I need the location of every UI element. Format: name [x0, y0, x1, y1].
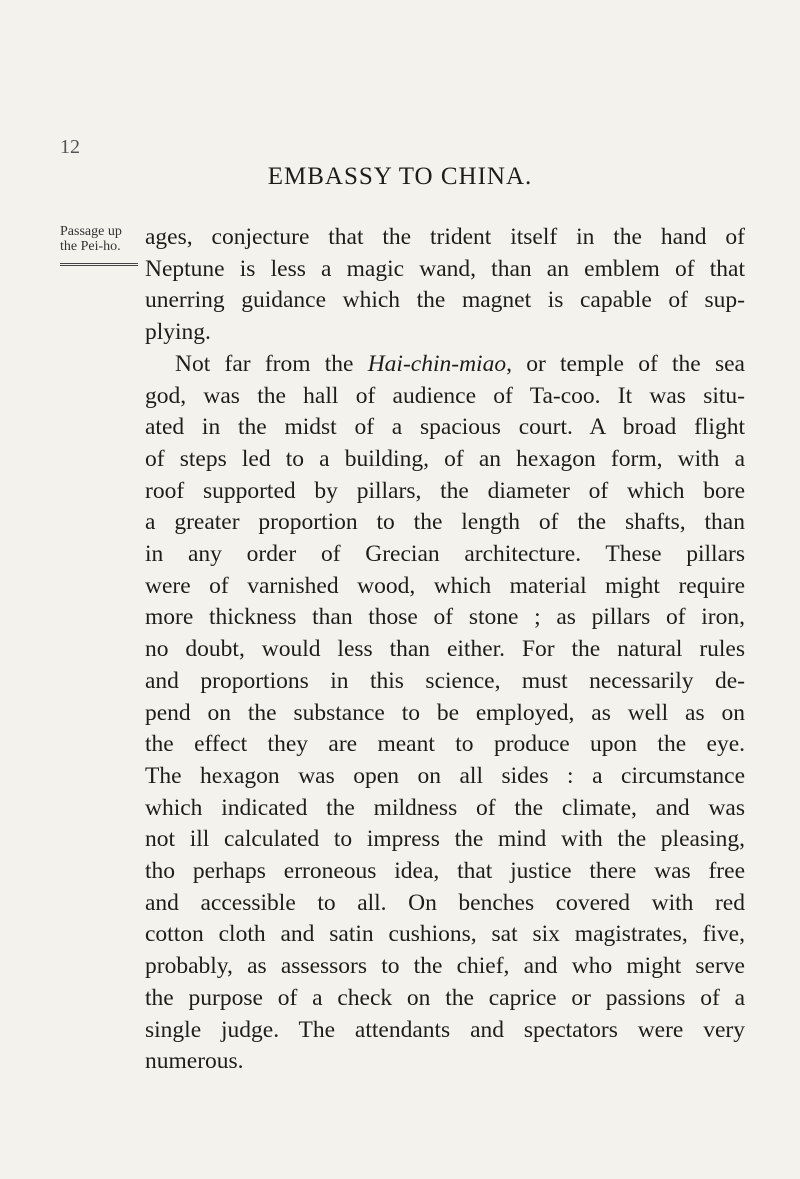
- text-line: in any order of Grecian architecture. These pillars: [145, 541, 745, 568]
- text-line: single judge. The attendants and spectators were very: [145, 1016, 745, 1043]
- margin-note-line: Passage up: [60, 224, 122, 239]
- text-line: more thickness than those of stone ; as pillars of iron,: [145, 604, 745, 631]
- text-line: The hexagon was open on all sides : a circumstance: [145, 762, 745, 789]
- text-line: a greater proportion to the length of the shafts, than: [145, 509, 745, 536]
- text-line: were of varnished wood, which material might require: [145, 572, 745, 599]
- page-number: 12: [60, 136, 80, 158]
- margin-rule: [60, 263, 138, 266]
- text-segment: Not far from the: [175, 350, 368, 377]
- text-line: roof supported by pillars, the diameter of which bore: [145, 477, 745, 504]
- text-line: god, was the hall of audience of Ta-coo. It was situ-: [145, 382, 745, 409]
- text-line: and accessible to all. On benches covered with red: [145, 889, 745, 916]
- text-line: not ill calculated to impress the mind with the pleasing,: [145, 826, 745, 853]
- text-line: Neptune is less a magic wand, than an emblem of that: [145, 255, 745, 282]
- text-line: tho perhaps erroneous idea, that justice there was free: [145, 858, 745, 885]
- text-segment: , or temple of the sea: [506, 350, 745, 377]
- text-line: of steps led to a building, of an hexagon form, with a: [145, 445, 745, 472]
- text-line: no doubt, would less than either. For the natural rules: [145, 636, 745, 663]
- text-line: probably, as assessors to the chief, and who might serve: [145, 953, 745, 980]
- margin-note-line: the Pei-ho.: [60, 239, 121, 254]
- margin-note: [60, 224, 136, 254]
- text-line: ages, conjecture that the trident itself in the hand of: [145, 224, 745, 250]
- text-line: plying.: [145, 319, 211, 346]
- text-line: pend on the substance to be employed, as well as on: [145, 699, 745, 726]
- text-line-with-italic: [145, 349, 745, 381]
- text-line: which indicated the mildness of the climate, and was: [145, 794, 745, 821]
- italic-temple-name: Hai-chin-miao: [367, 350, 507, 377]
- body-text: [145, 222, 745, 1078]
- text-line: the purpose of a check on the caprice or passions of a: [145, 984, 745, 1011]
- text-line: cotton cloth and satin cushions, sat six magistrates, five,: [145, 921, 745, 948]
- text-line: the effect they are meant to produce upon the eye.: [145, 731, 745, 758]
- text-line: numerous.: [145, 1048, 244, 1075]
- text-line: ated in the midst of a spacious court. A broad flight: [145, 414, 745, 441]
- running-head: EMBASSY TO CHINA.: [267, 163, 533, 190]
- text-line: and proportions in this science, must necessarily de-: [145, 667, 745, 694]
- text-line: unerring guidance which the magnet is capable of sup-: [145, 287, 745, 314]
